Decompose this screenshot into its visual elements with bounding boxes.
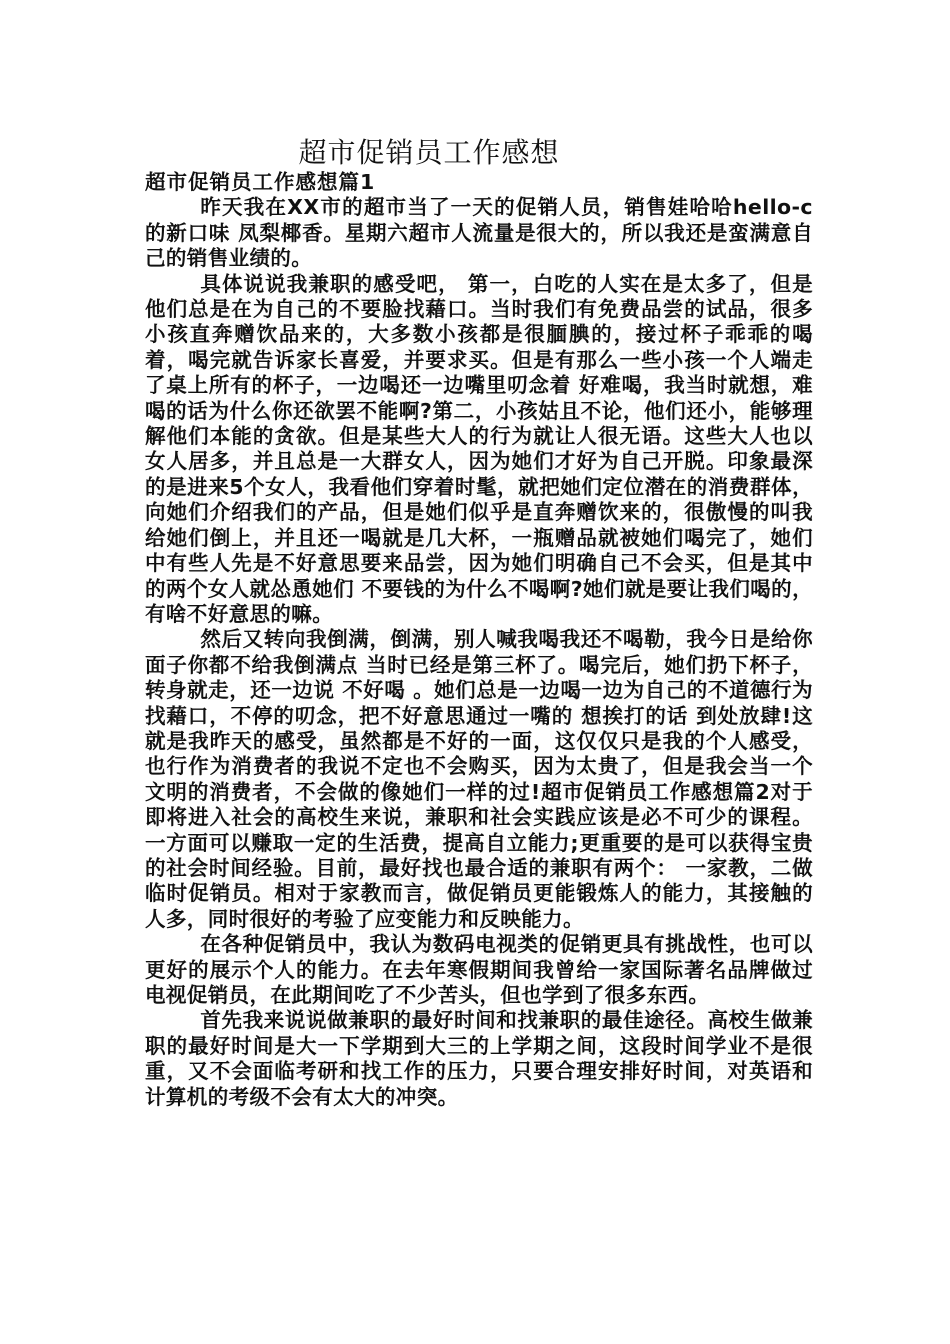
paragraph: 具体说说我兼职的感受吧， 第一，白吃的人实在是太多了，但是他们总是在为自己的不要脸找藉口。当时我们有免费品尝的试品，很多小孩直奔赠饮品来的，大多数小孩都是很腼腆的，接过杯子乖乖的喝着，喝完就告诉家长喜爱，并要求买。但是有那么一些小孩一个人端走了桌上所有的杯子，一边喝还一边嘴里叨念着 好难喝，我当时就想，难喝的话为什么你还欲罢不能啊?第二，小孩姑且不论，他们还小，能够理解他们本能的贪欲。但是某些大人的行为就让人很无语。这些大人也以女人居多，并且总是一大群女人，因为她们才好为自己开脱。印象最深的是进来5个女人，我看他们穿着时髦，就把她们定位潜在的消费群体，向她们介绍我们的产品，但是她们似乎是直奔赠饮来的，很傲慢的叫我给她们倒上，并且还一喝就是几大杯，一瓶赠品就被她们喝完了，她们中有些人先是不好意思要来品尝，因为她们明确自己不会买，但是其中的两个女人就怂恿她们 不要钱的为什么不喝啊?她们就是要让我们喝的，有啥不好意思的嘛。 <box>145 271 813 626</box>
paragraph: 首先我来说说做兼职的最好时间和找兼职的最佳途径。高校生做兼职的最好时间是大一下学期到大三的上学期之间，这段时间学业不是很重，又不会面临考研和找工作的压力，只要合理安排好时间，对英语和计算机的考级不会有太大的冲突。 <box>145 1008 813 1109</box>
paragraph: 昨天我在XX市的超市当了一天的促销人员，销售娃哈哈hello-c的新口味 凤梨椰香。星期六超市人流量是很大的，所以我还是蛮满意自己的销售业绩的。 <box>145 195 813 271</box>
paragraph: 在各种促销员中，我认为数码电视类的促销更具有挑战性，也可以更好的展示个人的能力。在去年寒假期间我曾给一家国际著名品牌做过电视促销员，在此期间吃了不少苦头，但也学到了很多东西。 <box>145 932 813 1007</box>
section-heading: 超市促销员工作感想篇1 <box>145 170 376 194</box>
document-body <box>145 170 813 1110</box>
paragraph: 然后又转向我倒满，倒满，别人喊我喝我还不喝勒，我今日是给你面子你都不给我倒满点 当时已经是第三杯了。喝完后，她们扔下杯子，转身就走，还一边说 不好喝 。她们总是一边喝一边为自己的不道德行为找藉口，不停的叨念，把不好意思通过一嘴的 想挨打的话 到处放肆!这就是我昨天的感受，虽然都是不好的一面，这仅仅只是我的个人感受，也行作为消费者的我说不定也不会购买，因为太贵了，但是我会当一个文明的消费者，不会做的像她们一样的过!超市促销员工作感想篇2对于即将进入社会的高校生来说，兼职和社会实践应该是必不可少的课程。一方面可以赚取一定的生活费，提高自立能力;更重要的是可以获得宝贵的社会时间经验。目前，最好找也最合适的兼职有两个： 一家教，二做临时促销员。相对于家教而言，做促销员更能锻炼人的能力，其接触的人多，同时很好的考验了应变能力和反映能力。 <box>145 627 813 931</box>
document-title: 超市促销员工作感想 <box>298 136 560 169</box>
